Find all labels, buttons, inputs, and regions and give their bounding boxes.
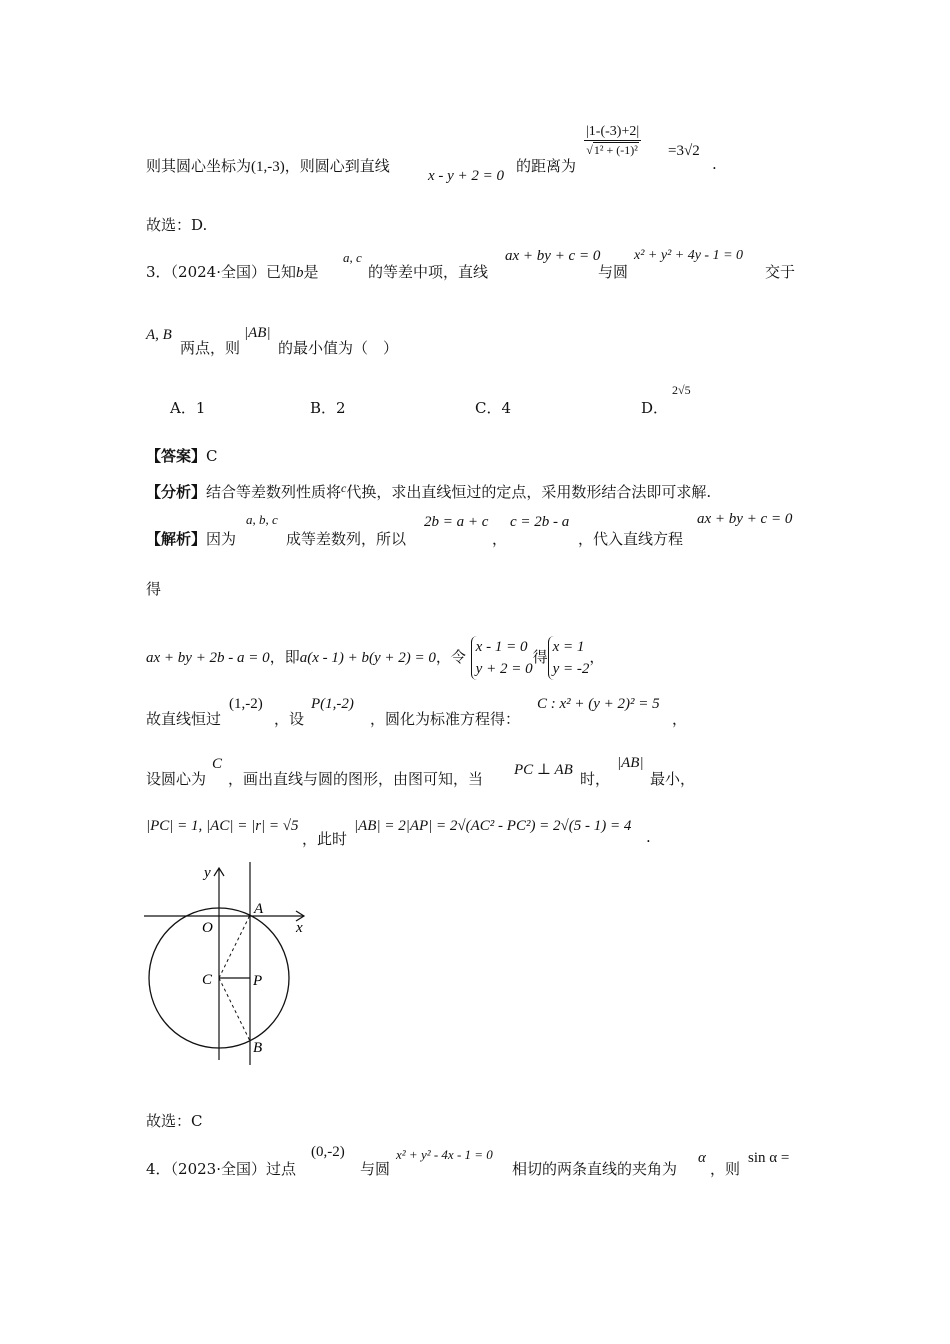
answer-q3: 故选：C	[146, 1112, 203, 1130]
option-d[interactable]	[641, 397, 668, 418]
text: ，设	[274, 710, 305, 728]
system-eq: x = 1	[552, 639, 585, 655]
text: ，此时	[302, 830, 348, 848]
text: 成等差数列，所以	[286, 530, 407, 548]
math-eq-1: 2b = a + c	[424, 514, 489, 530]
solution-line-2	[146, 636, 604, 680]
label-B: B	[253, 1040, 263, 1056]
text: 故直线恒过	[146, 710, 222, 728]
answer-label: 【答案】	[146, 447, 207, 465]
system-eq: y + 2 = 0	[475, 661, 533, 677]
text: 相切的两条直线的夹角为	[512, 1160, 678, 1178]
math-eq-3: ax + by + c = 0	[697, 511, 793, 527]
fraction-denominator: 1² + (-1)²	[593, 143, 638, 157]
period: .	[646, 828, 651, 846]
option-c[interactable]: C．4	[475, 399, 512, 417]
math-perp: PC ⊥ AB	[514, 762, 573, 778]
equation-system-1	[471, 636, 533, 680]
analysis-line	[146, 481, 711, 502]
math-b: b	[296, 265, 304, 281]
math-circle-eq: x² + y² - 4x - 1 = 0	[396, 1147, 493, 1162]
math-eq: |AB| = 2|AP| = 2√(AC² - PC²) = 2√(5 - 1) = 4	[354, 818, 632, 834]
text: ，	[589, 648, 605, 666]
text: ，令	[435, 648, 466, 666]
label-O: O	[202, 920, 213, 936]
equation-system-2	[548, 636, 590, 680]
circle-line-figure	[140, 860, 320, 1070]
text: ，即	[269, 648, 300, 666]
math-line-eq: x - y + 2 = 0	[428, 168, 505, 184]
text: 设圆心为	[146, 770, 207, 788]
math-circle-eq: x² + y² + 4y - 1 = 0	[634, 248, 744, 263]
label-x: x	[296, 920, 303, 936]
text: 则其圆心坐标为	[146, 157, 252, 175]
system-eq: y = -2	[552, 661, 590, 677]
text: 得	[146, 580, 162, 598]
solution-line-1	[146, 528, 236, 549]
prev-answer: 故选：D.	[146, 216, 208, 234]
text: 的最小值为（ ）	[278, 339, 399, 357]
fraction-numerator: |1-(-3)+2|	[586, 124, 640, 139]
text: 代换，求出直线恒过的定点，采用数形结合法即可求解.	[346, 483, 712, 501]
math-center: (1,-3)	[251, 159, 285, 175]
answer-line	[146, 445, 218, 466]
option-d-label: D．	[641, 399, 669, 417]
distance-fraction: |1-(-3)+2| √1² + (-1)²	[586, 124, 640, 157]
math-ac: a, c	[343, 250, 362, 265]
q4-stem	[146, 1158, 296, 1179]
segment-CA	[219, 915, 250, 978]
solution-line-4	[146, 768, 206, 789]
text: 最小，	[650, 770, 696, 788]
math-abc: a, b, c	[246, 512, 278, 527]
label-P: P	[253, 973, 263, 989]
distance-result: =3√2	[668, 143, 700, 159]
segment-CB	[219, 978, 250, 1041]
math-abs-AB: |AB|	[617, 755, 644, 771]
system-eq: x - 1 = 0	[475, 639, 528, 655]
math-eq-2: c = 2b - a	[510, 514, 570, 530]
period: .	[712, 155, 717, 173]
math-point: (1,-2)	[229, 696, 263, 712]
text: ，	[672, 710, 688, 728]
comma: ，	[492, 530, 508, 548]
answer-value: C	[206, 447, 218, 465]
option-b[interactable]: B．2	[310, 399, 346, 417]
analysis-label: 【分析】	[146, 483, 207, 501]
text: ，代入直线方程	[578, 530, 684, 548]
math-alpha: α	[698, 1150, 706, 1166]
math-point: (0,-2)	[311, 1144, 345, 1160]
math-circle-std: C : x² + (y + 2)² = 5	[537, 696, 660, 712]
math-c: c	[341, 481, 347, 495]
math-sin: sin α =	[748, 1150, 790, 1166]
label-C: C	[202, 972, 213, 988]
text: 得	[532, 648, 548, 666]
text: 因为	[206, 530, 237, 548]
text: 结合等差数列性质将	[206, 483, 342, 501]
text: 交于	[765, 263, 796, 281]
question-number: 3．（2024·全国）已知	[146, 263, 296, 281]
text: ，则	[710, 1160, 741, 1178]
math-eq: |PC| = 1, |AC| = |r| = √5	[146, 818, 299, 834]
text: 两点，则	[180, 339, 241, 357]
math-abs-AB: |AB|	[244, 325, 271, 341]
q3-stem-part1	[146, 261, 319, 282]
question-number: 4．（2023·全国）过点	[146, 1160, 296, 1178]
solution-line-3	[146, 708, 221, 729]
text: ，画出直线与圆的图形，由图可知，当	[228, 770, 484, 788]
text: ，则圆心到直线	[284, 157, 390, 175]
solution-label: 【解析】	[146, 530, 207, 548]
option-d-value: 2√5	[672, 383, 691, 397]
text-line-1	[146, 155, 390, 176]
math-AB: A, B	[146, 327, 172, 343]
label-y: y	[204, 865, 211, 881]
text: 是	[303, 263, 319, 281]
text: 时，	[580, 770, 611, 788]
label-A: A	[254, 901, 264, 917]
text: 与圆	[598, 263, 629, 281]
math-line-eq: ax + by + c = 0	[505, 248, 601, 264]
text: 的等差中项，直线	[368, 263, 489, 281]
text: ，圆化为标准方程得：	[370, 710, 521, 728]
math-C: C	[212, 756, 223, 772]
text: 与圆	[360, 1160, 391, 1178]
text: 的距离为	[516, 157, 577, 175]
math-eq: a(x - 1) + b(y + 2) = 0	[299, 650, 436, 666]
math-point-P: P(1,-2)	[311, 696, 354, 712]
option-a[interactable]: A．1	[170, 399, 206, 417]
math-eq: ax + by + 2b - a = 0	[146, 650, 270, 666]
